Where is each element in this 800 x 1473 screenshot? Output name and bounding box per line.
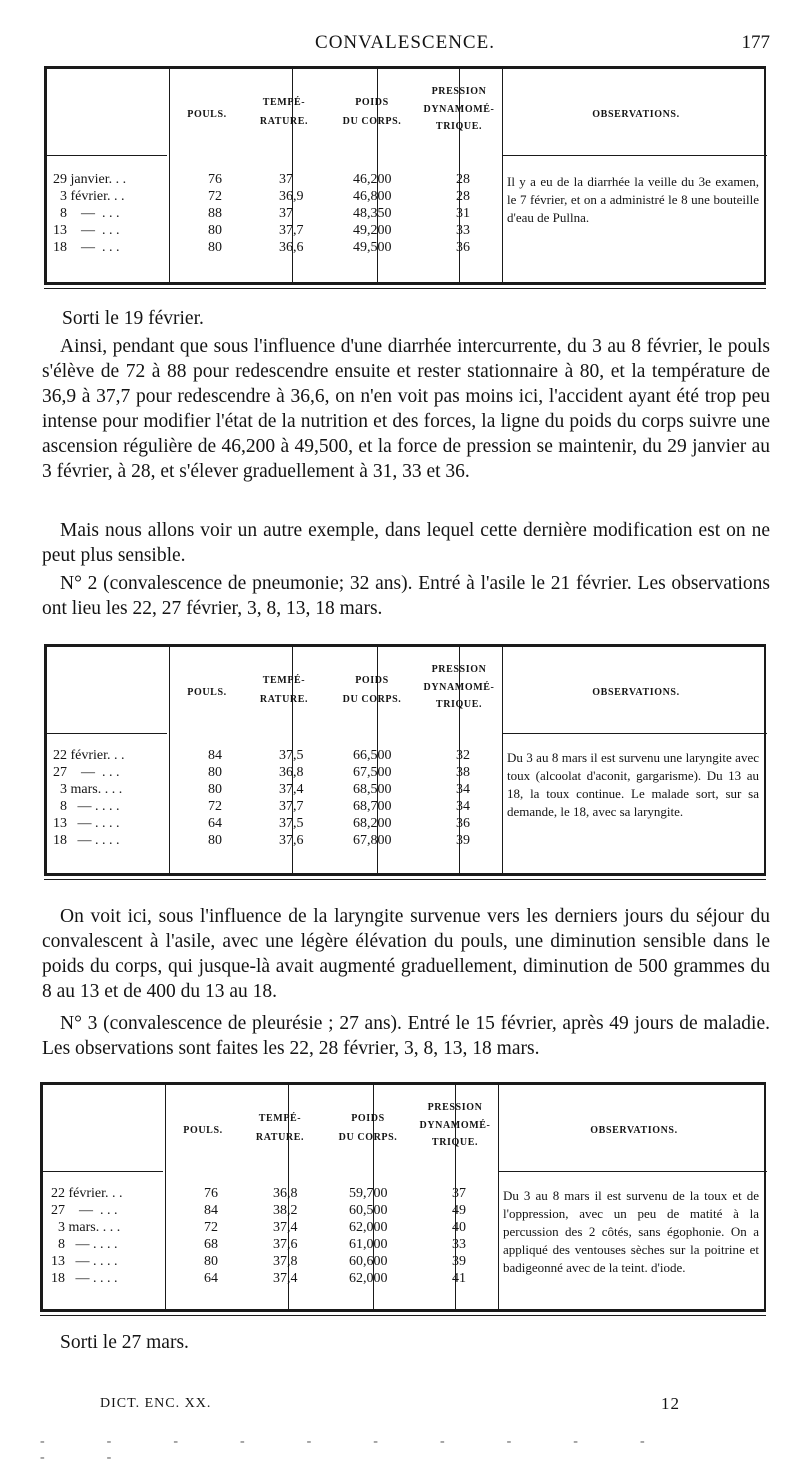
- temperature-column: 37,5 36,8 37,4 37,7 37,5 37,6: [279, 748, 304, 849]
- running-title: CONVALESCENCE.: [315, 32, 495, 53]
- dates-column: 22 février. . . 27 — . . . 3 mars. . . . 8 — . . . . 13 — . . . . 18 — . . . .: [51, 1186, 123, 1287]
- header-temperature: TEMPÉ- RATURE.: [259, 675, 309, 705]
- observations-text: Il y a eu de la diarrhée la veille du 3e examen, le 7 février, et on a administré le 8 une bouteille d'eau de Pullna.: [507, 174, 759, 225]
- header-pouls: POULS.: [187, 109, 227, 120]
- observations-text: Du 3 au 8 mars il est survenu une laryngite avec toux (alcoolat d'aconit, gargarisme). Du 13 au 18, la toux continue. Le malade sort, sur sa demande, le 18, avec sa laryngite.: [507, 750, 759, 819]
- footer-signature: 12: [661, 1394, 680, 1413]
- header-temperature: TEMPÉ- RATURE.: [259, 97, 309, 127]
- pouls-column: 76 72 88 80 80: [208, 172, 222, 256]
- paragraph-5: N° 3 (convalescence de pleurésie ; 27 ans). Entré le 15 février, après 49 jours de maladie. Les observations sont faites les 22, 28 février, 3, 8, 13, 18 mars.: [42, 1013, 770, 1059]
- pression-column: 37 49 40 33 39 41: [452, 1186, 466, 1287]
- header-poids: POIDS DU CORPS.: [342, 97, 402, 127]
- pouls-column: 76 84 72 68 80 64: [204, 1186, 218, 1287]
- header-pression: PRESSION DYNAMOMÉ- TRIQUE.: [423, 86, 495, 132]
- page-footer: [100, 1396, 680, 1412]
- header-pression: PRESSION DYNAMOMÉ- TRIQUE.: [423, 664, 495, 710]
- header-pression: PRESSION DYNAMOMÉ- TRIQUE.: [419, 1102, 491, 1148]
- observation-table-3: [40, 1082, 766, 1312]
- paragraph-3: N° 2 (convalescence de pneumonie; 32 ans). Entré à l'asile le 21 février. Les observations ont lieu les 22, 27 février, 3, 8, 13, 18 mars.: [42, 573, 770, 619]
- poids-column: 59,700 60,500 62,000 61,000 60,600 62,000: [349, 1186, 388, 1287]
- observation-table-2: [44, 644, 766, 876]
- observations-text: Du 3 au 8 mars il est survenu de la toux et de l'oppression, avec un peu de matité à la percussion des 2 côtés, sans égophonie. On a appliqué des ventouses sèches sur la poitrine et badigeonné avec de la teint. d'iode.: [503, 1188, 759, 1275]
- temperature-column: 37 36,9 37 37,7 36,6: [279, 172, 304, 256]
- pression-column: 28 28 31 33 36: [456, 172, 470, 256]
- header-observations: OBSERVATIONS.: [592, 109, 680, 120]
- page-number: 177: [741, 32, 770, 53]
- header-pouls: POULS.: [187, 687, 227, 698]
- header-poids: POIDS DU CORPS.: [342, 675, 402, 705]
- paragraph-4: On voit ici, sous l'influence de la laryngite survenue vers les derniers jours du séjour du convalescent à l'asile, avec une légère élévation du pouls, une diminution sensible dans le poids du corps, qui jusque-là avait augmenté graduellement, diminution de 500 grammes du 8 au 13 et de 400 du 13 au 18.: [42, 906, 770, 1002]
- temperature-column: 36,8 38,2 37,4 37,6 37,8 37,4: [273, 1186, 298, 1287]
- header-temperature: TEMPÉ- RATURE.: [255, 1113, 305, 1143]
- pression-column: 32 38 34 34 36 39: [456, 748, 470, 849]
- observation-table-1: [44, 66, 766, 285]
- poids-column: 66,500 67,500 68,500 68,700 68,200 67,800: [353, 748, 392, 849]
- paragraph-2: Mais nous allons voir un autre exemple, dans lequel cette dernière modification est on ne peut plus sensible.: [42, 520, 770, 566]
- footer-volume: DICT. ENC. XX.: [100, 1396, 212, 1411]
- paragraph-1: Ainsi, pendant que sous l'influence d'une diarrhée intercurrente, du 3 au 8 février, le pouls s'élève de 72 à 88 pour redescendre ensuite et rester stationnaire à 80, et la température de 36,9 à 37,7 pour redescendre à 36,6, on n'en voit pas moins ici, l'accident ayant été trop peu intense pour modifier l'état de la nutrition et des forces, la ligne du poids du corps suivre une ascension régulière de 46,200 à 49,500, et la force de pression se maintenir, du 29 janvier au 3 février, à 28, et s'élever graduellement à 31, 33 et 36.: [42, 336, 770, 482]
- dates-column: 22 février. . . 27 — . . . 3 mars. . . . 8 — . . . . 13 — . . . . 18 — . . . .: [53, 748, 125, 849]
- bottom-dashes: ------------: [40, 1434, 707, 1465]
- pouls-column: 84 80 80 72 64 80: [208, 748, 222, 849]
- header-observations: OBSERVATIONS.: [590, 1125, 678, 1136]
- sorti-27-mars: Sorti le 27 mars.: [60, 1332, 189, 1353]
- header-poids: POIDS DU CORPS.: [338, 1113, 398, 1143]
- header-pouls: POULS.: [183, 1125, 223, 1136]
- sorti-19-fevrier: Sorti le 19 février.: [62, 308, 204, 329]
- page-header: [40, 32, 770, 56]
- poids-column: 46,200 46,800 48,350 49,200 49,500: [353, 172, 392, 256]
- dates-column: 29 janvier. . . 3 février. . . 8 — . . . 13 — . . . 18 — . . .: [53, 172, 127, 256]
- header-observations: OBSERVATIONS.: [592, 687, 680, 698]
